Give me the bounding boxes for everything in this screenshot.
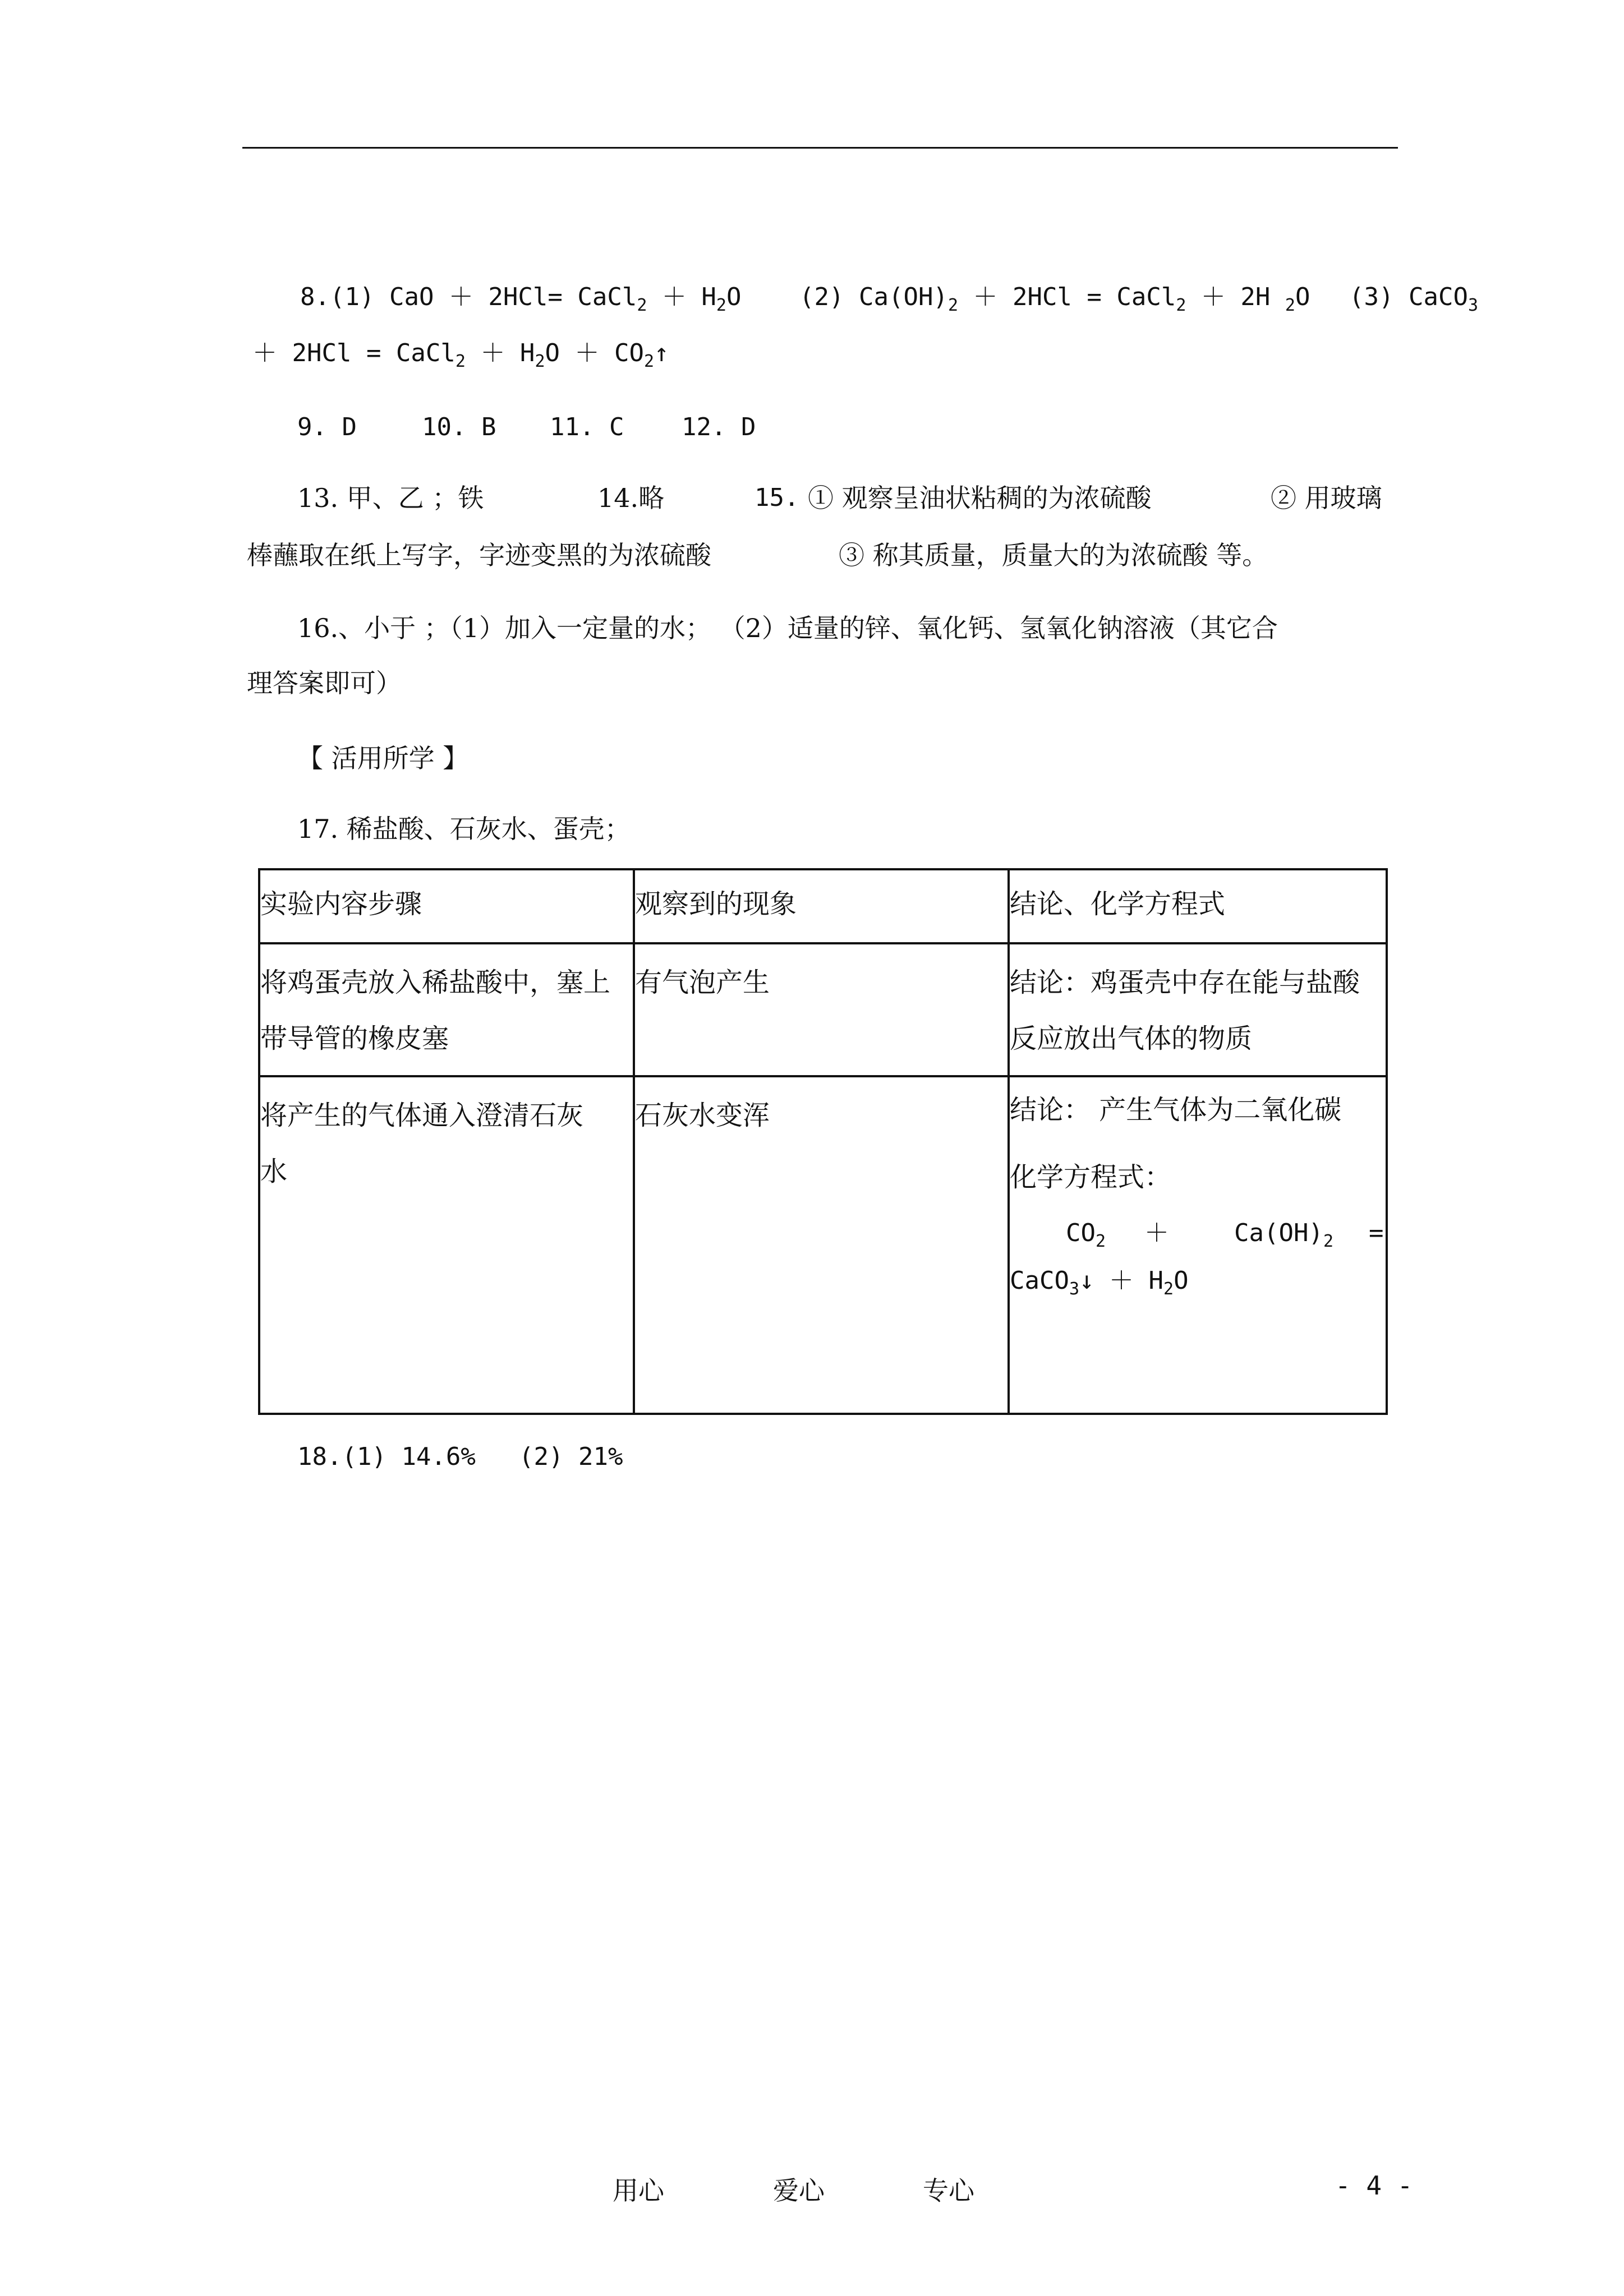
answer-15-method-2a: ② 用玻璃 xyxy=(1271,483,1382,513)
q8-part3: (3) CaCO$_3$ xyxy=(1349,283,1479,315)
answer-18-part2: (2) 21% xyxy=(519,1442,623,1471)
answer-15-number: 15. xyxy=(755,483,799,512)
answer-14: 14.略 xyxy=(597,483,665,513)
experiment-table xyxy=(258,868,1388,1415)
answer-12: 12. D xyxy=(682,413,756,441)
answer-15-method-3: ③ 称其质量，质量大的为浓硫酸 等。 xyxy=(839,540,1268,570)
answer-10: 10. B xyxy=(422,413,496,441)
table-cell-observe: 有气泡产生 xyxy=(634,943,1009,1076)
answer-16-line-1: 16.、小于 ；（1）加入一定量的水； （2）适量的锌、氧化钙、氢氧化钠溶液（其它合 xyxy=(297,613,1278,643)
footer-word-1: 用心 xyxy=(613,2175,664,2206)
table-row xyxy=(259,943,1387,1076)
chemical-equation-line-2: CaCO$_3$↓ ＋ $H_2O$ xyxy=(1010,1266,1189,1299)
q8-number: 8. xyxy=(300,283,330,311)
table-header-cell: 结论、化学方程式 xyxy=(1009,869,1387,943)
answer-9: 9. D xyxy=(297,413,357,441)
table-header-cell: 实验内容步骤 xyxy=(259,869,634,943)
table-cell-step: 将产生的气体通入澄清石灰 水 xyxy=(259,1076,634,1414)
answer-17: 17. 稀盐酸、石灰水、蛋壳； xyxy=(297,814,631,844)
table-cell-observe: 石灰水变浑 xyxy=(634,1076,1009,1414)
q8-part1-label: (1) xyxy=(329,283,375,311)
answer-15-method-1: ① 观察呈油状粘稠的为浓硫酸 xyxy=(808,483,1152,513)
table-cell-step: 将鸡蛋壳放入稀盐酸中，塞上 带导管的橡皮塞 xyxy=(259,943,634,1076)
table-header-row xyxy=(259,869,1387,943)
q8-part1-equation: CaO ＋ 2HCl= CaCl$_2$ ＋ $H_2O$ xyxy=(389,283,742,315)
answer-18: 18.(1) 14.6% xyxy=(297,1442,476,1471)
page-number: - 4 - xyxy=(1335,2170,1413,2201)
answer-16-line-2: 理答案即可） xyxy=(247,668,402,698)
answer-15-method-2b: 棒蘸取在纸上写字，字迹变黑的为浓硫酸 xyxy=(247,540,711,570)
section-heading: 【 活用所学 】 xyxy=(297,743,469,773)
header-rule xyxy=(242,147,1398,149)
q8-line-2: ＋ 2HCl = CaCl$_2$ ＋ $H_2O$ ＋ $CO_2↑$ xyxy=(252,339,669,371)
chemical-equation-line-1: $CO_2$ ＋ $Ca(OH)_2$ = xyxy=(1066,1219,1384,1251)
answer-11: 11. C xyxy=(550,413,624,441)
table-row xyxy=(259,1076,1387,1414)
table-header-cell: 观察到的现象 xyxy=(634,869,1009,943)
table-cell-conclusion: 结论：鸡蛋壳中存在能与盐酸 反应放出气体的物质 xyxy=(1009,943,1387,1076)
footer-word-3: 专心 xyxy=(923,2175,974,2206)
footer-word-2: 爱心 xyxy=(773,2175,825,2206)
q8-part2: (2) $Ca(OH)_2 + 2HCl$ = CaCl$_2$ ＋ 2H $_2$O xyxy=(799,283,1310,315)
answer-13: 13. 甲、乙 ；铁 xyxy=(297,483,484,513)
table-cell-conclusion: 结论： 产生气体为二氧化碳 化学方程式： $CO_2$ ＋ $Ca(OH)_2$ = CaCO$_3$↓ ＋ $H_2O$ xyxy=(1009,1076,1387,1414)
q8-line-1 xyxy=(300,280,741,314)
